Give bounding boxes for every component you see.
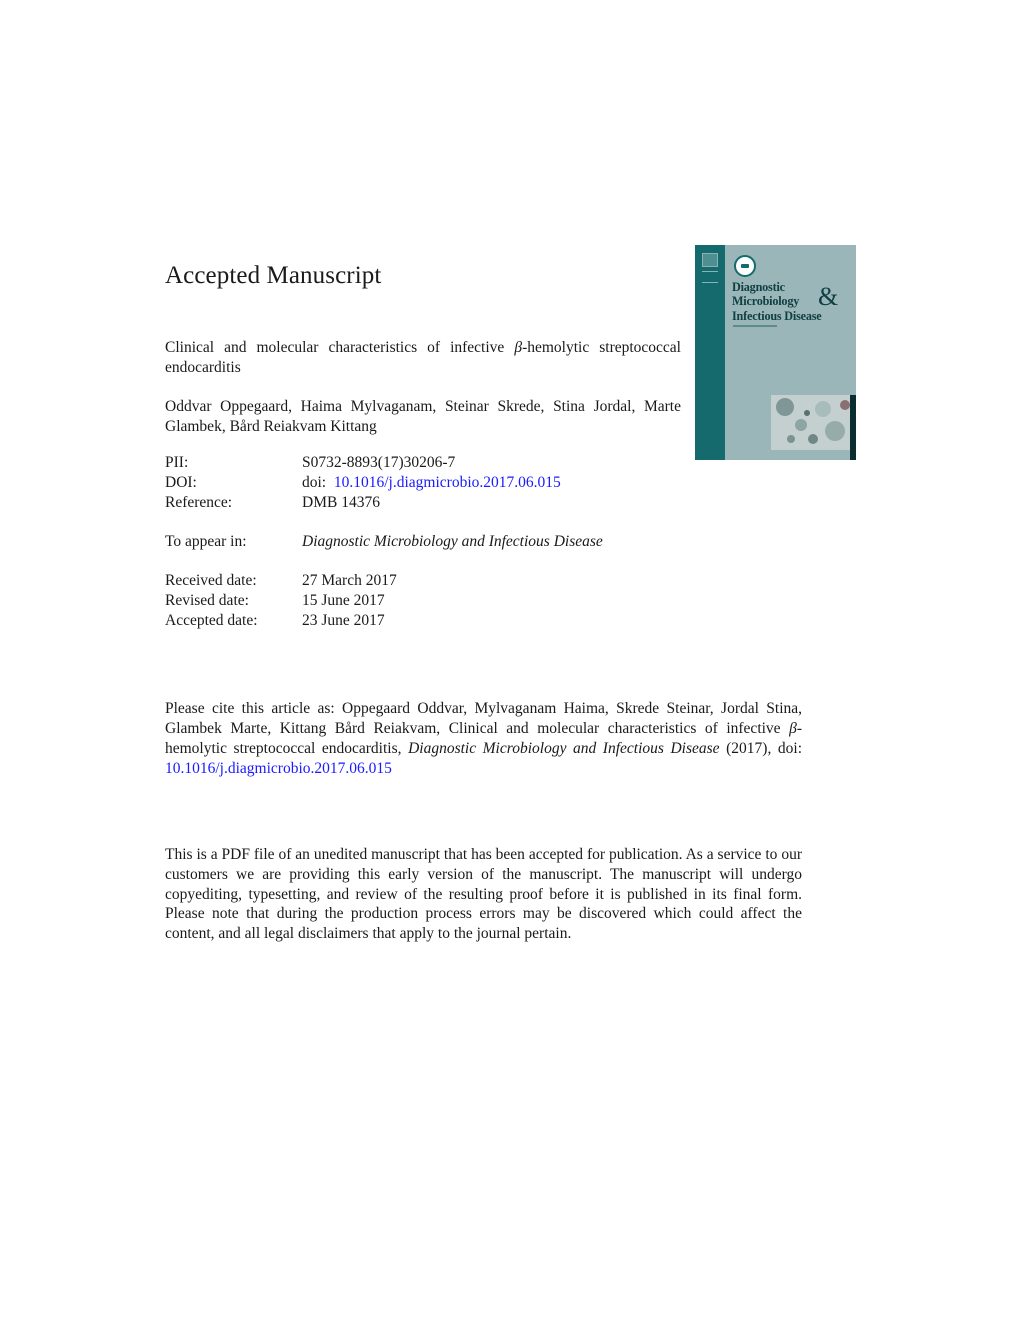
beta-symbol: β — [514, 339, 523, 356]
citation-journal: Diagnostic Microbiology and Infectious Disease — [408, 740, 720, 757]
micrograph-icon — [771, 395, 851, 450]
citation-paragraph — [165, 699, 802, 779]
received-row — [165, 571, 397, 591]
accepted-label: Accepted date: — [165, 612, 258, 629]
cover-spine-lines — [702, 271, 718, 283]
pii-label: PII: — [165, 454, 189, 471]
cover-spine — [695, 245, 725, 460]
doi-link[interactable]: 10.1016/j.diagmicrobio.2017.06.015 — [333, 474, 561, 491]
citation-year: (2017), doi: — [719, 740, 803, 757]
reference-row — [165, 493, 561, 513]
society-badge-icon — [734, 255, 756, 277]
appear-value: Diagnostic Microbiology and Infectious Disease — [302, 533, 603, 550]
article-authors: Oddvar Oppegaard, Haima Mylvaganam, Steinar Skrede, Stina Jordal, Marte Glambek, Bård Reiakvam Kittang — [165, 398, 681, 435]
citation-text-start: Please cite this article as: Oppegaard Oddvar, Mylvaganam Haima, Skrede Steinar, Jordal Stina, Glambek Marte, Kittang Bård Reiakvam, Clinical and molecular characteristics of infective — [165, 700, 802, 737]
doi-label: DOI: — [165, 474, 197, 491]
citation-doi-link[interactable]: 10.1016/j.diagmicrobio.2017.06.015 — [165, 760, 392, 777]
article-title — [165, 338, 681, 377]
elsevier-logo-icon — [702, 253, 718, 267]
citation-text-middle: -hemolytic streptococcal endocarditis, — [165, 720, 802, 757]
title-text-start: Clinical and molecular characteristics of infective — [165, 339, 515, 356]
reference-label: Reference: — [165, 494, 233, 511]
journal-cover — [695, 245, 856, 460]
cover-url-line — [733, 325, 777, 327]
citation-beta-symbol: β — [789, 720, 797, 737]
cover-dark-edge — [850, 395, 856, 460]
revised-value: 15 June 2017 — [302, 592, 385, 609]
received-label: Received date: — [165, 572, 257, 589]
received-value: 27 March 2017 — [302, 572, 397, 589]
cover-title-line-2: Microbiology — [732, 294, 800, 309]
appear-label: To appear in: — [165, 533, 247, 550]
reference-value: DMB 14376 — [302, 494, 380, 511]
page-heading: Accepted Manuscript — [165, 262, 382, 289]
disclaimer-paragraph: This is a PDF file of an unedited manuscript that has been accepted for publication. As a service to our customers we are providing this early version of the manuscript. The manuscript will undergo copyediting, typesetting, and review of the resulting proof before it is published in its final form. Please note that during the production process errors may be discovered which could affect the content, and all legal disclaimers that apply to the journal pertain. — [165, 846, 802, 943]
doi-prefix: doi: — [302, 474, 327, 491]
pii-row — [165, 453, 561, 473]
cover-ampersand: & — [818, 282, 839, 311]
revised-row — [165, 591, 397, 611]
dates-block — [165, 571, 397, 631]
cover-title-line-1: Diagnostic — [732, 280, 785, 294]
doi-value — [302, 473, 561, 493]
cover-title-line-3: Infectious Disease — [732, 308, 822, 323]
identifier-block — [165, 453, 561, 513]
revised-label: Revised date: — [165, 592, 249, 609]
accepted-value: 23 June 2017 — [302, 612, 385, 629]
appear-row — [165, 532, 603, 552]
cover-journal-title — [732, 280, 854, 323]
journal-block — [165, 532, 603, 552]
pii-value: S0732-8893(17)30206-7 — [302, 454, 456, 471]
title-text-end: -hemolytic streptococcal endocarditis — [165, 339, 681, 376]
accepted-row — [165, 611, 397, 631]
cover-micrograph-image — [771, 395, 851, 450]
doi-row — [165, 473, 561, 493]
